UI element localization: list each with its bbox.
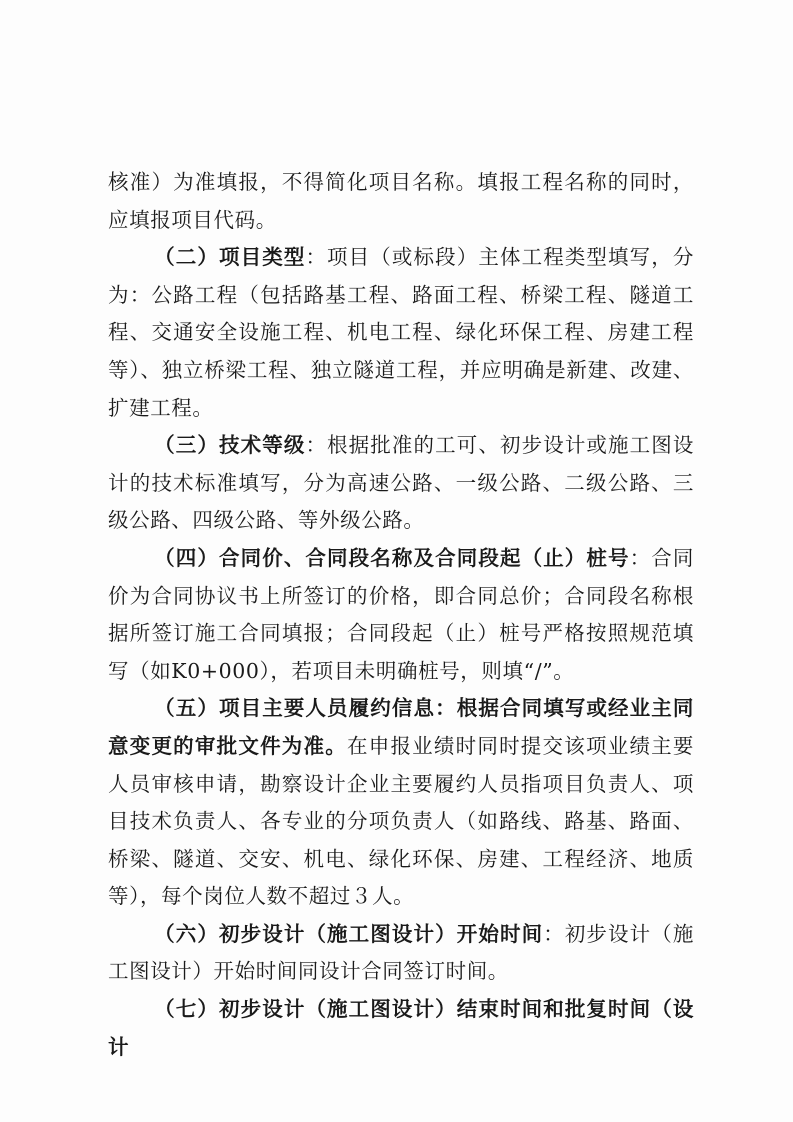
paragraph-key-personnel	[108, 690, 694, 916]
paragraph-text: ：项目（或标段）主体工程类型填写，分为：公路工程（包括路基工程、路面工程、桥梁工程、隧道工程、交通安全设施工程、机电工程、绿化环保工程、房建工程等）、独立桥梁工程、独立隧道工程，并应明确是新建、改建、扩建工程。	[108, 245, 694, 420]
paragraph-text: 在申报业绩时同时提交该项业绩主要人员审核申请，勘察设计企业主要履约人员指项目负责人、项目技术负责人、各专业的分项负责人（如路线、路基、路面、桥梁、隧道、交安、机电、绿化环保、房建、工程经济、地质等），每个岗位人数不超过３人。	[108, 733, 694, 909]
section-heading-design-start: （六）初步设计（施工图设计）开始时间	[154, 921, 544, 946]
paragraph-technical-grade	[108, 427, 694, 540]
section-heading-key-personnel: （五）项目主要人员履约信息	[154, 696, 436, 721]
paragraph-text: ：合同价为合同协议书上所签订的价格，即合同总价；合同段名称根据所签订施工合同填报；合同段起（止）桩号严格按照规范填写（如K0+000），若项目未明确桩号，则填“/”。	[108, 545, 694, 683]
document-body	[108, 164, 694, 1066]
section-heading-contract-price: （四）合同价、合同段名称及合同段起（止）桩号	[154, 545, 630, 570]
paragraph-project-type	[108, 239, 694, 427]
paragraph-text: 核准）为准填报，不得简化项目名称。填报工程名称的同时，应填报项目代码。	[108, 170, 694, 232]
section-heading-design-end: （七）初步设计（施工图设计）结束时间和批复时间（设计	[108, 997, 694, 1059]
paragraph-contract-price	[108, 540, 694, 690]
paragraph-continuation	[108, 164, 694, 239]
paragraph-text: ：初步设计（施工图设计）开始时间同设计合同签订时间。	[108, 921, 694, 984]
paragraph-bold-text: ：根据合同填写或经业主同意变更的审批文件为准。	[108, 696, 694, 758]
paragraph-text: ：根据批准的工可、初步设计或施工图设计的技术标准填写，分为高速公路、一级公路、二级公路、三级公路、四级公路、等外级公路。	[108, 433, 694, 533]
section-heading-project-type: （二）项目类型	[154, 245, 306, 270]
paragraph-design-end	[108, 991, 694, 1066]
paragraph-design-start	[108, 916, 694, 991]
section-heading-technical-grade: （三）技术等级	[154, 433, 306, 458]
